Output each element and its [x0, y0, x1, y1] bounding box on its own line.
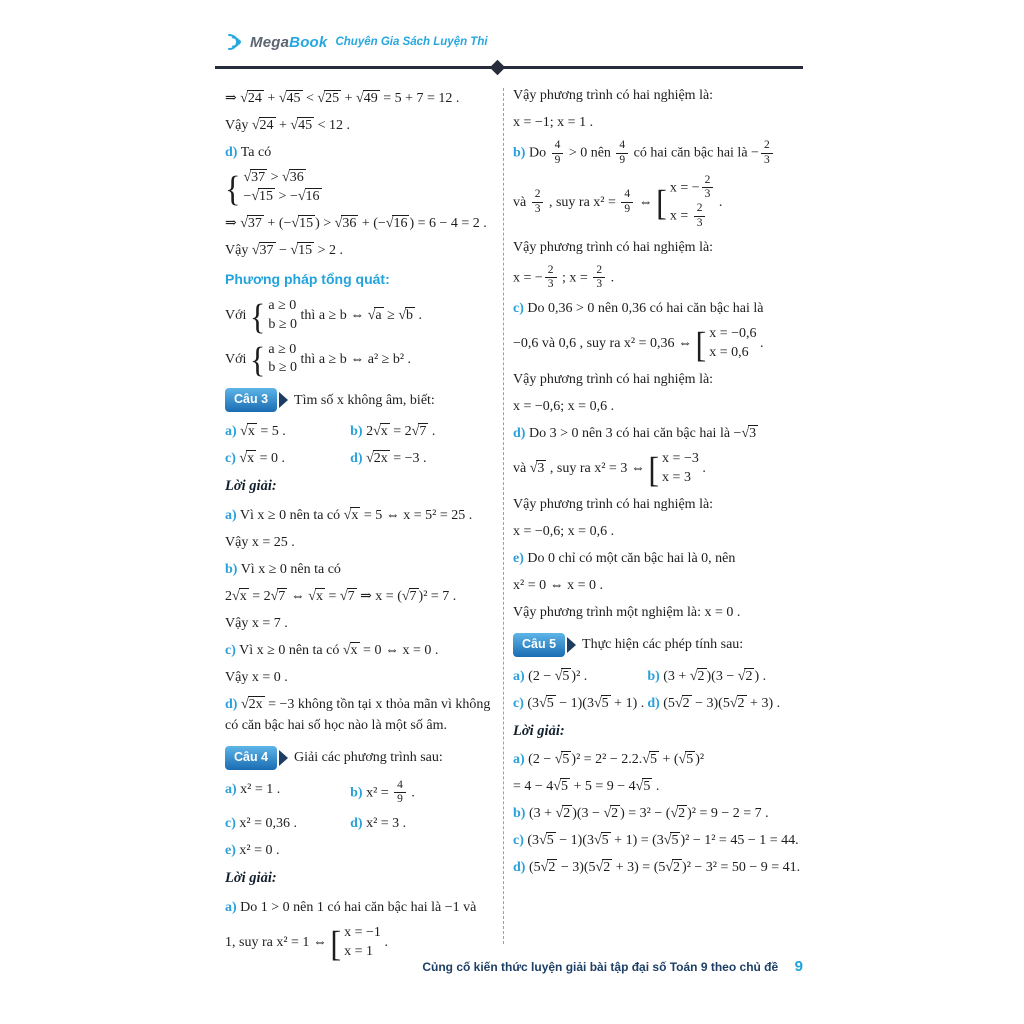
sqrt-expression: √5	[554, 752, 570, 768]
step-marker: a)	[225, 899, 237, 915]
bracket-cases: [ x = −0,6 x = 0,6	[695, 323, 757, 365]
option: d) (5√2 − 3)(5√2 + 3) .	[647, 695, 781, 711]
math-line: Vậy phương trình có hai nghiệm là:	[513, 239, 714, 255]
math-line: Vậy √37 − √15 > 2 .	[225, 242, 344, 258]
option: b) (3 + √2 )(3 − √2 ) .	[647, 668, 767, 684]
column-divider	[503, 88, 504, 944]
math-line: Vậy phương trình có hai nghiệm là:	[513, 496, 714, 512]
option-marker: d)	[647, 695, 660, 711]
sqrt-expression: √2x	[366, 451, 388, 467]
fraction: $\frac{4}{9}$	[392, 779, 408, 808]
option: d) x² = 3 .	[350, 816, 407, 832]
step-marker: d)	[225, 696, 238, 712]
step-marker: c)	[513, 833, 524, 849]
solution-step: d) Do 3 > 0 nên 3 có hai căn bậc hai là −√3	[513, 426, 757, 442]
sqrt-expression: √37	[251, 242, 274, 258]
option-marker: b)	[647, 668, 660, 684]
sqrt-expression: √15	[291, 215, 314, 231]
fraction: $\frac{2}{3}$	[692, 202, 708, 231]
sqrt-expression: √24	[251, 118, 274, 133]
option-marker: c)	[225, 451, 236, 467]
sqrt-expression: √x	[308, 588, 323, 604]
step-marker: e)	[513, 550, 524, 566]
sqrt-expression: √45	[278, 91, 301, 106]
sqrt-expression: √5	[539, 695, 554, 711]
sqrt-expression: √5	[663, 833, 679, 849]
question-header	[225, 746, 497, 770]
sqrt-expression: √7	[270, 588, 286, 604]
sqrt-expression: √2	[729, 695, 745, 711]
solution-heading: Lời giải:	[225, 478, 277, 495]
sqrt-expression: √5	[553, 779, 568, 795]
sqrt-expression: √25	[317, 91, 340, 106]
fraction: $\frac{4}{9}$	[614, 139, 630, 168]
header-rule	[215, 66, 803, 69]
math-line: x = −0,6; x = 0,6 .	[513, 523, 615, 539]
option: c) x² = 0,36 .	[225, 816, 297, 832]
step-marker: b)	[513, 806, 526, 822]
solution-step: c) Vì x ≥ 0 nên ta có √x = 0 ⇔ x = 0 .	[225, 642, 439, 658]
fraction: $\frac{2}{3}$	[759, 139, 775, 168]
sqrt-expression: √15	[251, 188, 274, 204]
math-line: Với { a ≥ 0 b ≥ 0 thì a ≥ b ⇔ a² ≥ b² .	[225, 339, 412, 380]
badge-arrow-icon	[279, 750, 288, 766]
math-line: Với { a ≥ 0 b ≥ 0 thì a ≥ b ⇔ √a ≥ √b .	[225, 295, 423, 336]
brace-cases: { √37 > √36 −√15 > −√16	[225, 167, 320, 208]
math-line: 2√x = 2√7 ⇔ √x = √7 ⇒ x = (√7 )² = 7 .	[225, 588, 457, 604]
option-marker: b)	[350, 785, 363, 801]
badge-arrow-icon	[279, 392, 288, 408]
footer-text: Củng cố kiến thức luyện giải bài tập đại số Toán 9 theo chủ đề	[422, 960, 779, 974]
fraction: $\frac{2}{3}$	[700, 174, 716, 203]
sqrt-expression: √5	[635, 779, 651, 795]
sqrt-expression: √5	[593, 695, 609, 711]
math-line: x = − $\frac{2}{3}$ ; x = $\frac{2}{3}$ .	[513, 263, 615, 291]
options-row	[225, 779, 497, 808]
sqrt-expression: √2x	[240, 696, 263, 712]
math-line: Vậy phương trình có hai nghiệm là:	[513, 88, 714, 103]
question-title: Thực hiện các phép tính sau:	[582, 637, 744, 653]
question-badge: Câu 3	[225, 388, 277, 412]
step-marker: a)	[225, 507, 237, 523]
method-heading: Phương pháp tổng quát:	[225, 270, 390, 287]
sqrt-expression: √2	[665, 860, 681, 876]
options-row	[225, 813, 497, 834]
solution-heading: Lời giải:	[513, 722, 565, 739]
sqrt-expression: √5	[554, 668, 570, 684]
sqrt-expression: √b	[398, 307, 414, 323]
step-marker: b)	[513, 145, 526, 161]
sqrt-expression: √36	[282, 170, 304, 185]
option-marker: e)	[225, 843, 236, 859]
step-marker: d)	[513, 860, 526, 876]
question-badge: Câu 5	[513, 633, 565, 657]
option: e) x² = 0 .	[225, 843, 280, 859]
brace-cases: { a ≥ 0 b ≥ 0	[249, 339, 298, 380]
sqrt-expression: √45	[290, 118, 313, 133]
solution-step: b) (3 + √2 )(3 − √2 ) = 3² − (√2 )² = 9 − 2 = 7 .	[513, 806, 769, 822]
option: c) (3√5 − 1)(3√5 + 1) .	[513, 695, 645, 711]
math-line: và $\frac{2}{3}$ , suy ra x² = $\frac{4}{9}$ ⇔ [ x = − $\frac{2}{3}$ x = $\frac{2}{3}$ .	[513, 173, 723, 229]
option-marker: b)	[350, 424, 363, 440]
fraction: $\frac{4}{9}$	[619, 188, 635, 217]
fraction: $\frac{2}{3}$	[543, 264, 559, 293]
rule-diamond-icon	[490, 60, 506, 76]
math-line	[225, 169, 497, 207]
sqrt-expression: √5	[593, 833, 609, 849]
sqrt-expression: √2	[670, 806, 686, 822]
bracket-cases: [ x = − $\frac{2}{3}$ x = $\frac{2}{3}$	[656, 174, 715, 231]
math-line: x = −1; x = 1 .	[513, 115, 594, 130]
math-line: Vậy phương trình một nghiệm là: x = 0 .	[513, 604, 741, 620]
option: d) √2x = −3 .	[350, 451, 427, 467]
sqrt-expression: √16	[297, 188, 320, 204]
sqrt-expression: √2	[555, 806, 571, 822]
math-line: Vậy x = 7 .	[225, 615, 288, 631]
sqrt-expression: √5	[539, 833, 554, 849]
option-marker: a)	[225, 781, 237, 797]
options-row	[225, 840, 497, 861]
sqrt-expression: √2	[540, 860, 556, 876]
footer	[225, 958, 803, 976]
math-line: Vậy √24 + √45 < 12 .	[225, 118, 351, 133]
sqrt-expression: √37	[243, 170, 266, 185]
step-marker: d)	[513, 426, 526, 442]
brand-logo	[225, 33, 488, 51]
math-line: x = −0,6; x = 0,6 .	[513, 399, 615, 415]
solution-step: a) Vì x ≥ 0 nên ta có √x = 5 ⇔ x = 5² = 25 .	[225, 507, 473, 523]
brand-name-book: Book	[289, 33, 328, 51]
bracket-cases: [ x = −1 x = 1	[330, 922, 381, 963]
sqrt-expression: √15	[290, 242, 313, 258]
step-marker: d)	[225, 145, 238, 160]
sqrt-expression: √5	[678, 752, 694, 768]
brand-tagline: Chuyên Gia Sách Luyện Thi	[335, 36, 488, 48]
option-marker: d)	[350, 451, 363, 467]
solution-step: d) (5√2 − 3)(5√2 + 3) = (5√2 )² − 3² = 50 − 9 = 41.	[513, 860, 801, 876]
sqrt-expression: √7	[411, 424, 427, 440]
sqrt-expression: √2	[595, 860, 611, 876]
sqrt-expression: √3	[741, 426, 757, 442]
question-title: Tìm số x không âm, biết:	[294, 392, 435, 408]
brand-icon	[225, 33, 245, 51]
options-row	[513, 666, 805, 687]
sqrt-expression: √2	[737, 668, 753, 684]
sqrt-expression: √a	[367, 307, 382, 323]
question-header	[513, 633, 805, 657]
sqrt-expression: √2	[603, 806, 619, 822]
solution-heading: Lời giải:	[225, 870, 277, 887]
option: a) (2 − √5 )² .	[513, 668, 588, 684]
math-line: x² = 0 ⇔ x = 0 .	[513, 577, 603, 593]
sqrt-expression: √49	[356, 91, 378, 106]
question-title: Giải các phương trình sau:	[294, 750, 443, 766]
options-row	[513, 693, 805, 714]
math-line: −0,6 và 0,6 , suy ra x² = 0,36 ⇔ [ x = −0,6 x = 0,6 .	[513, 323, 764, 365]
left-column	[225, 88, 497, 968]
options-row	[225, 421, 497, 442]
option-marker: a)	[513, 668, 525, 684]
sqrt-expression: √x	[343, 507, 359, 523]
solution-step: b) Do $\frac{4}{9}$ > 0 nên $\frac{4}{9}$ có hai căn bậc hai là − $\frac{2}{3}$	[513, 139, 805, 168]
option: a) √x = 5 .	[225, 424, 286, 440]
math-line: = 4 − 4√5 + 5 = 9 − 4√5 .	[513, 779, 660, 795]
solution-step: a) Do 1 > 0 nên 1 có hai căn bậc hai là −1 và	[225, 899, 477, 915]
option-marker: c)	[225, 816, 236, 832]
solution-step: a) (2 − √5 )² = 2² − 2.2.√5 + (√5 )²	[513, 752, 705, 768]
math-line: Vậy x = 0 .	[225, 669, 288, 685]
step-marker: c)	[225, 642, 236, 658]
option: c) √x = 0 .	[225, 451, 285, 467]
solution-step: d) Ta có	[225, 145, 272, 160]
sqrt-expression: √x	[373, 424, 388, 440]
solution-step: c) Do 0,36 > 0 nên 0,36 có hai căn bậc hai là	[513, 301, 764, 317]
sqrt-expression: √x	[239, 451, 255, 467]
math-line: và √3 , suy ra x² = 3 ⇔ [ x = −3 x = 3 .	[513, 448, 706, 489]
sqrt-expression: √3	[529, 461, 545, 477]
sqrt-expression: √x	[232, 588, 247, 604]
option-marker: d)	[350, 816, 363, 832]
page-number: 9	[794, 958, 803, 975]
sqrt-expression: √5	[642, 752, 657, 768]
sqrt-expression: √2	[689, 668, 705, 684]
option: b) 2√x = 2√7 .	[350, 424, 436, 440]
sqrt-expression: √x	[240, 424, 255, 440]
math-line: Vậy phương trình có hai nghiệm là:	[513, 372, 714, 388]
solution-step: c) (3√5 − 1)(3√5 + 1) = (3√5 )² − 1² = 45 − 1 = 44.	[513, 833, 799, 849]
bracket-cases: [ x = −3 x = 3	[648, 448, 699, 489]
solution-step: e) Do 0 chỉ có một căn bậc hai là 0, nên	[513, 550, 736, 566]
option: a) x² = 1 .	[225, 781, 281, 797]
step-marker: c)	[513, 301, 524, 317]
option-marker: c)	[513, 695, 524, 711]
question-header	[225, 388, 497, 412]
step-marker: b)	[225, 561, 238, 577]
sqrt-expression: √37	[240, 215, 262, 231]
option-marker: a)	[225, 424, 237, 440]
solution-step: d) √2x = −3 không tồn tại x thỏa mãn vì không có căn bậc hai số học nào là một số âm.	[225, 696, 491, 733]
fraction: $\frac{4}{9}$	[550, 139, 566, 168]
question-badge: Câu 4	[225, 746, 277, 770]
right-column	[513, 85, 805, 884]
badge-arrow-icon	[567, 637, 576, 653]
sqrt-expression: √24	[240, 91, 262, 106]
brand-name-mega: Mega	[250, 33, 290, 51]
sqrt-expression: √36	[334, 215, 357, 231]
math-line: ⇒ √37 + (−√15 ) > √36 + (−√16 ) = 6 − 4 = 2 .	[225, 215, 487, 231]
sqrt-expression: √7	[401, 588, 417, 604]
math-line: Vậy x = 25 .	[225, 534, 295, 550]
fraction: $\frac{2}{3}$	[591, 264, 607, 293]
sqrt-expression: √2	[674, 695, 690, 711]
options-row	[225, 448, 497, 469]
brand-name	[250, 34, 327, 51]
option: b) x² = $\frac{4}{9}$ .	[350, 778, 415, 806]
sqrt-expression: √16	[385, 215, 408, 231]
sqrt-expression: √7	[339, 588, 355, 604]
math-line: ⇒ √24 + √45 < √25 + √49 = 5 + 7 = 12 .	[225, 91, 460, 106]
fraction: $\frac{2}{3}$	[530, 188, 546, 217]
solution-step: b) Vì x ≥ 0 nên ta có	[225, 561, 341, 577]
brace-cases: { a ≥ 0 b ≥ 0	[249, 295, 298, 336]
step-marker: a)	[513, 752, 525, 768]
sqrt-expression: √x	[342, 642, 358, 658]
math-line: 1, suy ra x² = 1 ⇔ [ x = −1 x = 1 .	[225, 922, 388, 963]
